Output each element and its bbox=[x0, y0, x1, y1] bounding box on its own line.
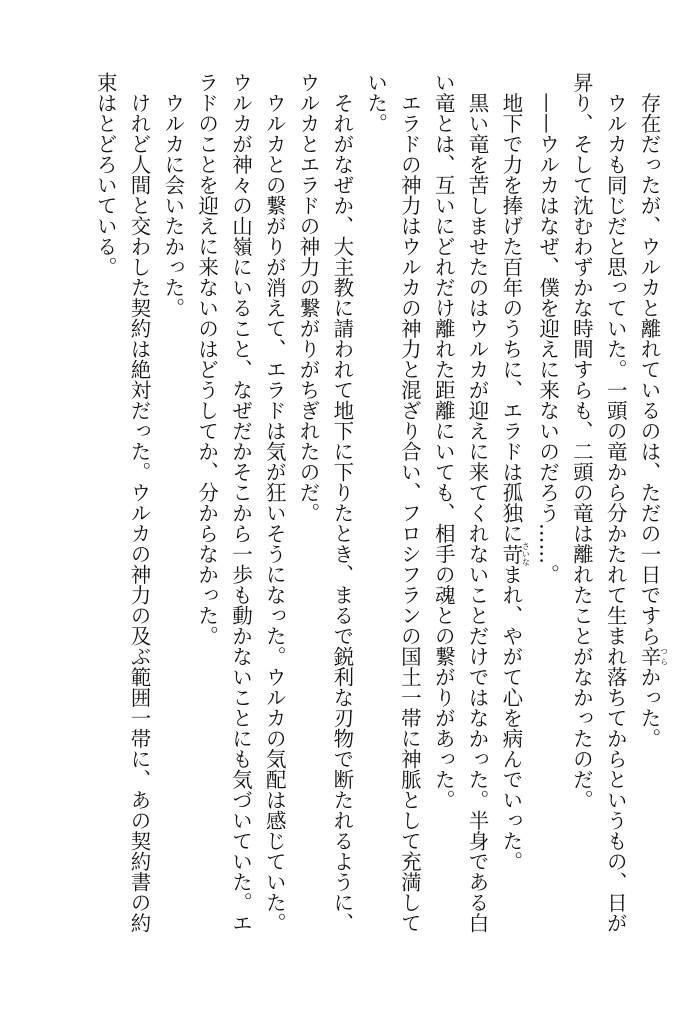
text-line: ウルカも同じだと思っていた。一頭の竜から分かたれて生まれ落ちてからというもの、日が bbox=[603, 72, 628, 933]
text-line: ——ウルカはなぜ、僕を迎えに来ないのだろう……。 bbox=[535, 72, 560, 585]
text-line: 黒い竜を苦しませたのはウルカが迎えに来てくれないことだけではなかった。半身である白 bbox=[465, 72, 490, 933]
furigana: 辛つら bbox=[637, 646, 669, 667]
text-line: けれど人間と交わした契約は絶対だった。ウルカの神力の及ぶ範囲一帯に、あの契約書の約 bbox=[127, 72, 152, 933]
text-line: 束はとどろいている。 bbox=[93, 72, 118, 277]
text-line: ウルカに会いたかった。 bbox=[160, 72, 185, 318]
vertical-text-body bbox=[28, 72, 668, 972]
furigana: 苛さいな bbox=[498, 541, 531, 566]
text-line: ウルカとの繋がりが消えて、エラドは気が狂いそうになった。ウルカの気配は感じていた。 bbox=[262, 72, 287, 933]
text-line: 昇り、そして沈むわずかな時間すらも、二頭の竜は離れたことがなかったのだ。 bbox=[569, 72, 594, 810]
text-line: エラドの神力はウルカの神力と混ざり合い、フロシフランの国土一帯に神脈として充満して bbox=[397, 72, 422, 933]
text-line: それがなぜか、大主教に請われて地下に下りたとき、まるで鋭利な刃物で断たれるように、 bbox=[329, 72, 354, 933]
text-line: 存在だったが、ウルカと離れているのは、ただの一日ですら辛つらかった。 bbox=[637, 72, 669, 749]
text-line: い竜とは、互いにどれだけ離れた距離にいても、相手の魂との繋がりがあった。 bbox=[431, 72, 456, 810]
text-line: ウルカとエラドの神力の繋がりがちぎれたのだ。 bbox=[296, 72, 321, 523]
text-line: ウルカが神々の山嶺にいること、なぜだかそこから一歩も動かないことにも気づいていた。エ bbox=[228, 72, 253, 933]
text-line: 地下で力を捧げた百年のうちに、エラドは孤独に苛さいなまれ、やがて心を病んでいった。 bbox=[498, 72, 531, 872]
text-line: ラドのことを迎えに来ないのはどうしてか、分からなかった。 bbox=[194, 72, 219, 646]
text-line: いた。 bbox=[363, 72, 388, 134]
